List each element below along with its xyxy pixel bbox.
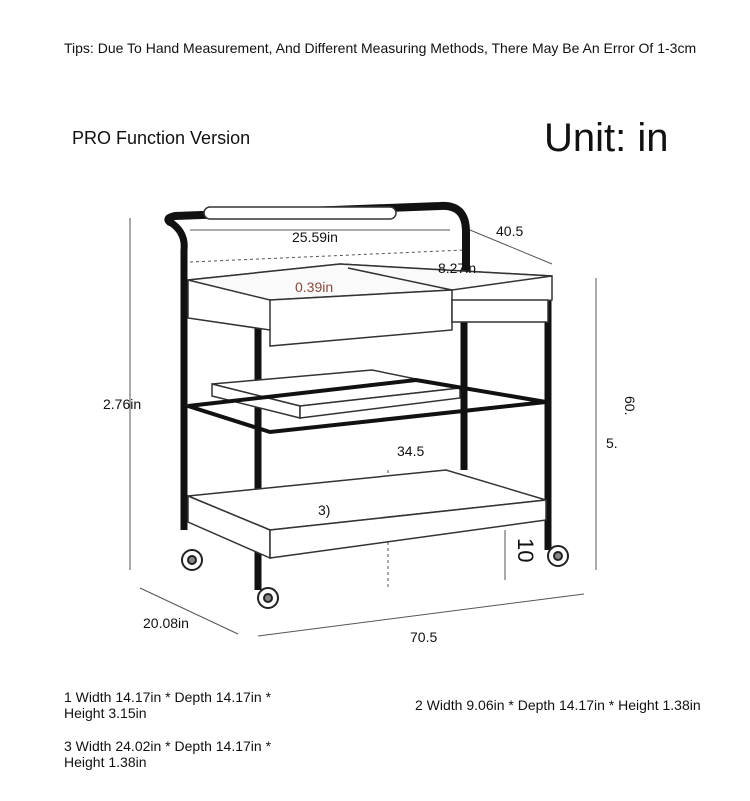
dim-lip: 0.39in	[295, 279, 334, 295]
dim-right-small: 5.	[606, 435, 618, 451]
spec-3: 3 Width 24.02in * Depth 14.17in * Height 1.38in	[64, 738, 272, 770]
version-label: PRO Function Version	[72, 128, 251, 148]
top-tray	[188, 264, 552, 346]
dim-height-left: 2.76in	[103, 396, 142, 412]
dim-mid-width: 34.5	[397, 443, 425, 459]
dim-height-right: 60.	[622, 396, 638, 416]
spec-1: 1 Width 14.17in * Depth 14.17in * Height 3.15in	[64, 689, 272, 721]
middle-tray	[212, 370, 460, 418]
dim-width-bottom: 70.5	[410, 629, 438, 645]
dim-depth-top: 40.5	[496, 223, 524, 239]
spec-2: 2 Width 9.06in * Depth 14.17in * Height 1.38in	[415, 697, 701, 713]
tips-text: Tips: Due To Hand Measurement, And Different Measuring Methods, There May Be An Error Of 1-3cm	[64, 40, 697, 56]
dim-top-width: 25.59in	[292, 229, 338, 245]
dim-depth-bottom: 20.08in	[143, 615, 189, 631]
dim-small-tray: 8.27in	[438, 260, 477, 276]
unit-label: Unit: in	[544, 116, 669, 160]
dim-leg-height: 10	[513, 538, 538, 563]
bottom-tray	[188, 470, 546, 558]
cart-wheels	[182, 546, 568, 608]
dim-label-3: 3)	[318, 502, 331, 518]
